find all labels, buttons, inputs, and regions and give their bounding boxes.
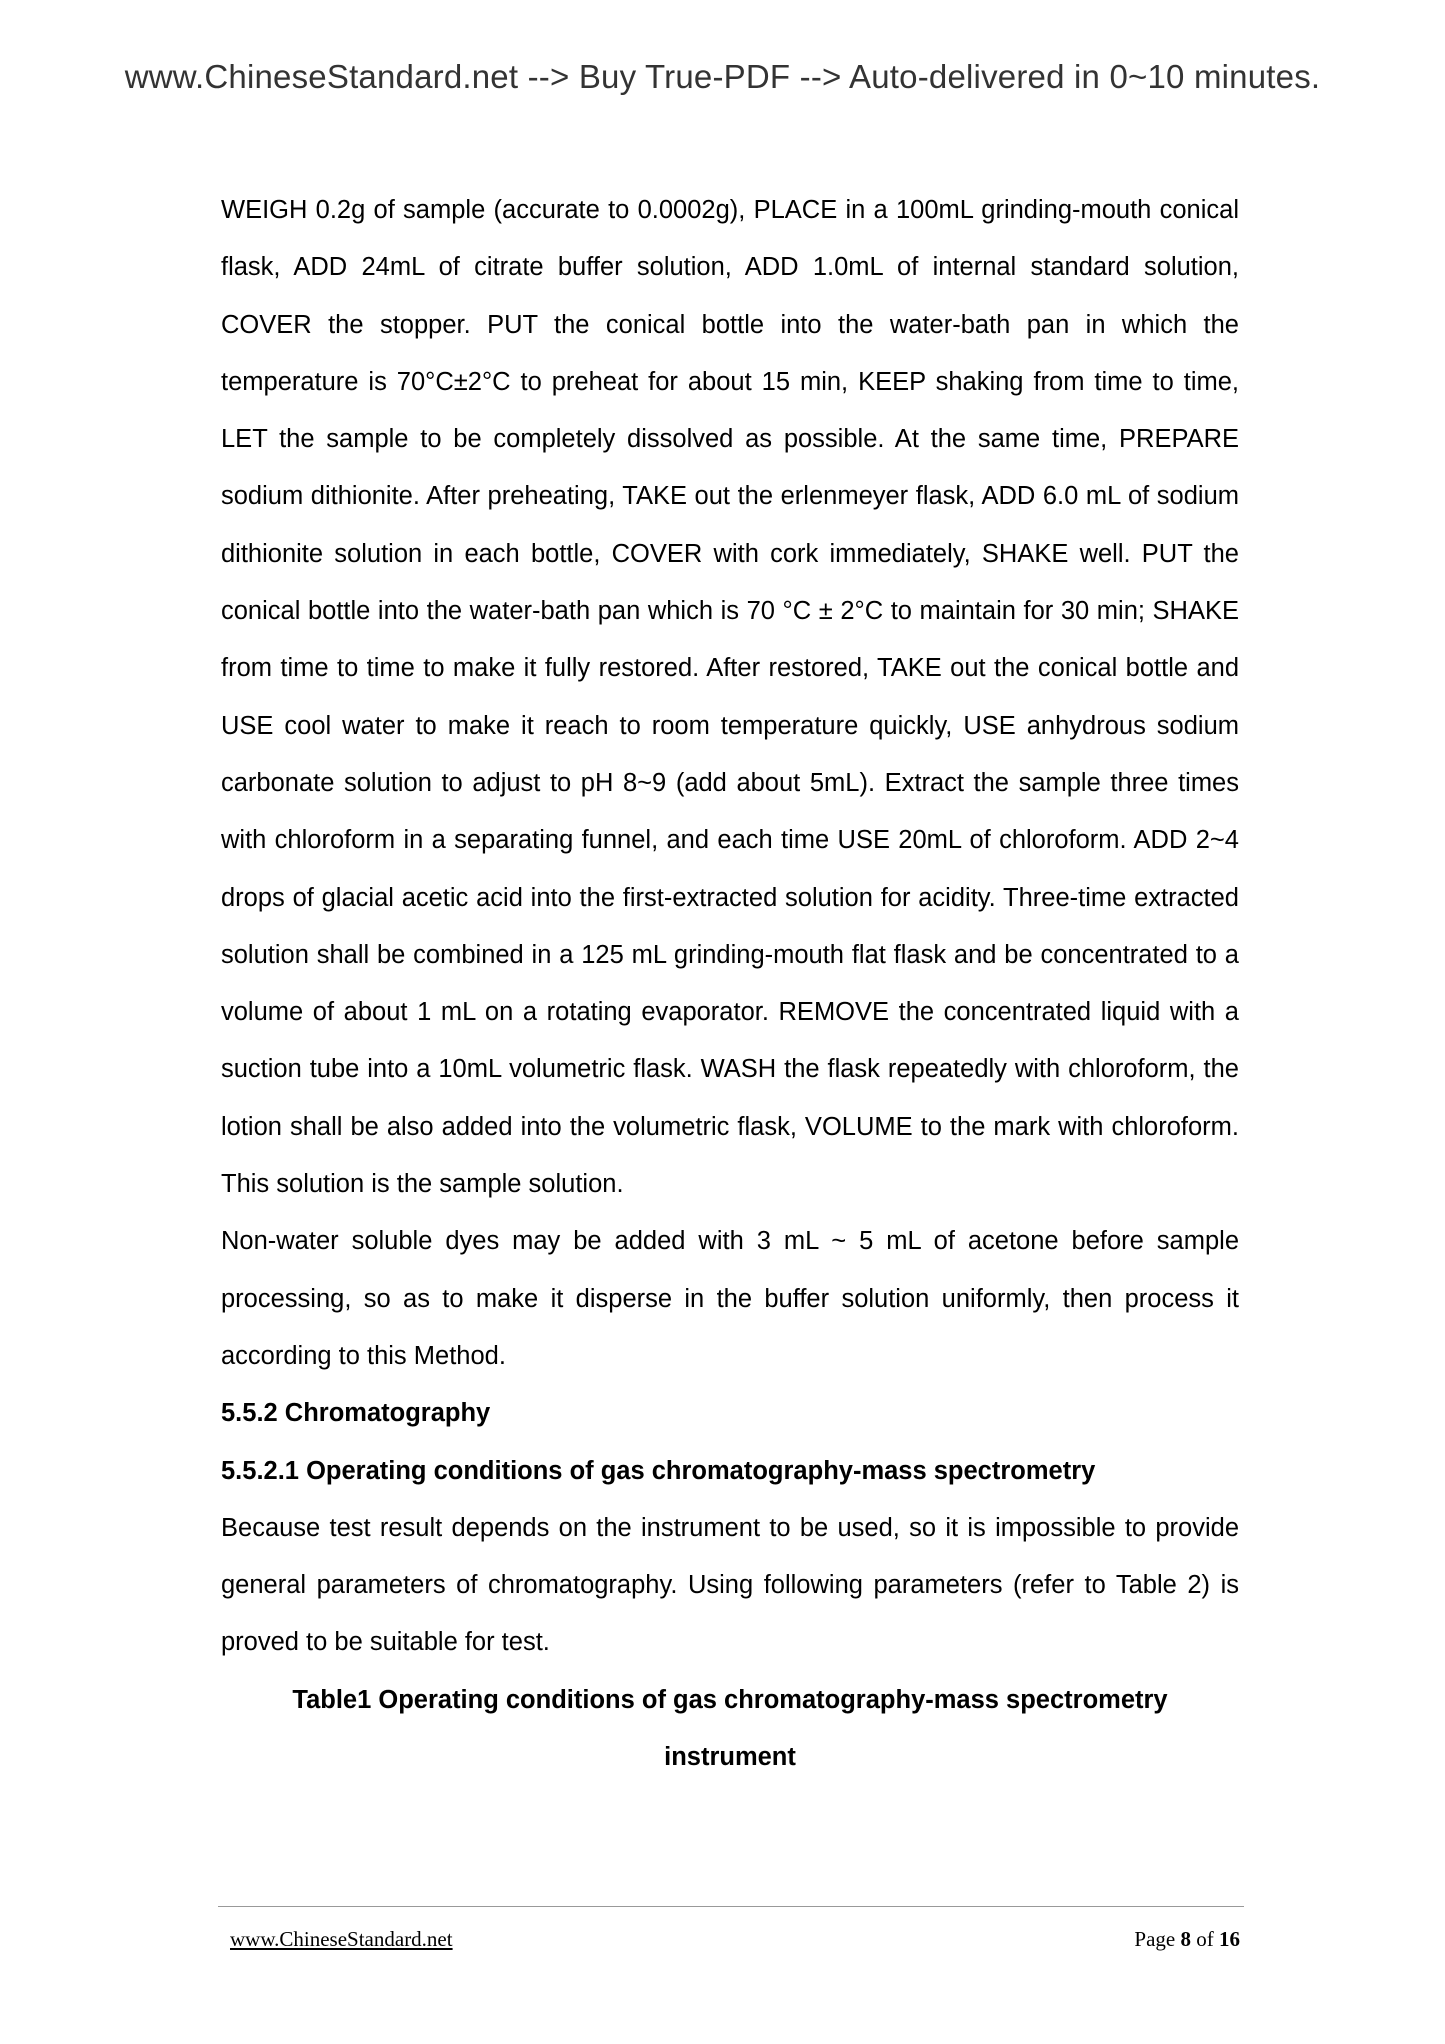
- sample-preparation-paragraph: WEIGH 0.2g of sample (accurate to 0.0002g), PLACE in a 100mL grinding-mouth conical flask, ADD 24mL of citrate buffer solution, ADD 1.0mL of internal standard solution, COVER the stopper. PUT the conical bottle into the water-bath pan in which the temperature is 70°C±2°C to preheat for about 15 min, KEEP shaking from time to time, LET the sample to be completely dissolved as possible. At the same time, PREPARE sodium dithionite. After preheating, TAKE out the erlenmeyer flask, ADD 6.0 mL of sodium dithionite solution in each bottle, COVER with cork immediately, SHAKE well. PUT the conical bottle into the water-bath pan which is 70 °C ± 2°C to maintain for 30 min; SHAKE from time to time to make it fully restored. After restored, TAKE out the conical bottle and USE cool water to make it reach to room temperature quickly, USE anhydrous sodium carbonate solution to adjust to pH 8~9 (add about 5mL). Extract the sample three times with chloroform in a separating funnel, and each time USE 20mL of chloroform. ADD 2~4 drops of glacial acetic acid into the first-extracted solution for acidity. Three-time extracted solution shall be combined in a 125 mL grinding-mouth flat flask and be concentrated to a volume of about 1 mL on a rotating evaporator. REMOVE the concentrated liquid with a suction tube into a 10mL volumetric flask. WASH the flask repeatedly with chloroform, the lotion shall be also added into the volumetric flask, VOLUME to the mark with chloroform. This solution is the sample solution.: [221, 196, 1239, 1199]
- page-of-label: of: [1196, 1927, 1214, 1951]
- document-body: [221, 182, 1239, 1786]
- footer-website-link[interactable]: www.ChineseStandard.net: [230, 1927, 453, 1951]
- top-banner: www.ChineseStandard.net --> Buy True-PDF --> Auto-delivered in 0~10 minutes.: [124, 58, 1321, 95]
- table-caption-line-2: instrument: [664, 1743, 796, 1772]
- subsection-heading-gcms-conditions: 5.5.2.1 Operating conditions of gas chromatography-mass spectrometry: [221, 1456, 1096, 1485]
- instrument-parameters-paragraph: Because test result depends on the instrument to be used, so it is impossible to provide general parameters of chromatography. Using following parameters (refer to Table 2) is proved to be suitable for test.: [221, 1513, 1239, 1657]
- page-number: [1134, 1927, 1240, 1952]
- non-water-soluble-note-paragraph: Non-water soluble dyes may be added with 3 mL ~ 5 mL of acetone before sample processing, so as to make it disperse in the buffer solution uniformly, then process it according to this Method.: [221, 1227, 1239, 1370]
- page-total: 16: [1219, 1927, 1240, 1951]
- footer-divider: [218, 1906, 1244, 1907]
- section-heading-chromatography: 5.5.2 Chromatography: [221, 1399, 491, 1428]
- page-label: Page: [1134, 1927, 1176, 1951]
- table-caption-line-1: Table1 Operating conditions of gas chromatography-mass spectrometry: [292, 1685, 1168, 1714]
- page-current: 8: [1180, 1927, 1191, 1951]
